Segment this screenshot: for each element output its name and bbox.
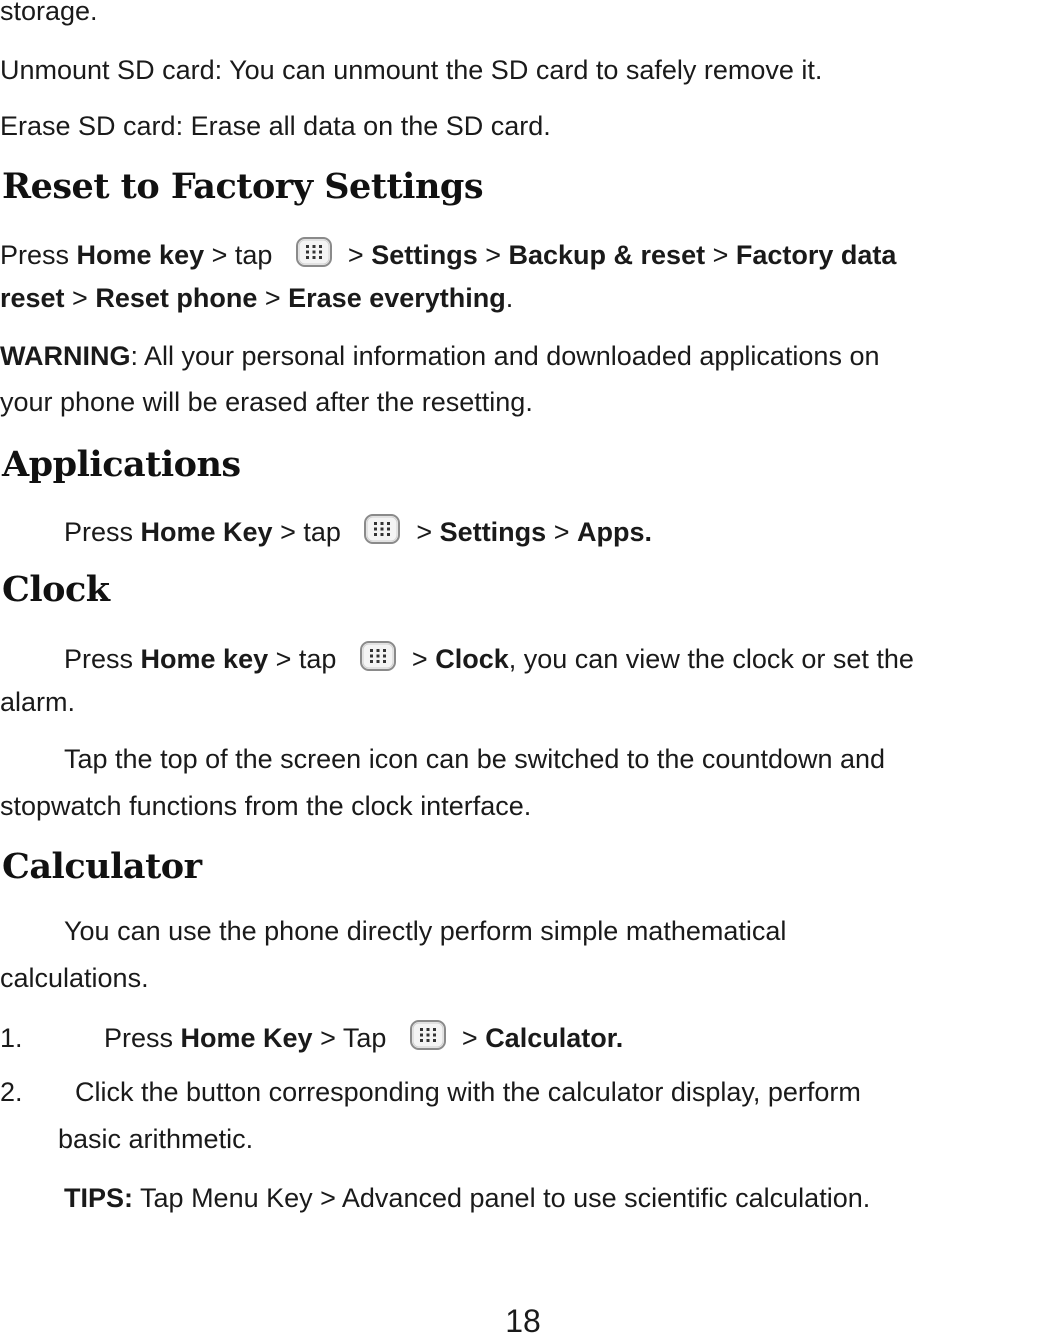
warning-text: WARNING: All your personal information and downloaded applications on bbox=[0, 341, 880, 371]
section-heading-applications: Applications bbox=[2, 444, 241, 485]
section-heading-calculator: Calculator bbox=[2, 846, 202, 887]
app-drawer-icon bbox=[408, 1017, 448, 1053]
tips-text: TIPS: Tap Menu Key > Advanced panel to use scientific calculation. bbox=[64, 1183, 871, 1213]
clock-paragraph-cont: stopwatch functions from the clock interface. bbox=[0, 791, 532, 821]
app-drawer-icon bbox=[358, 638, 398, 674]
text-line: Erase SD card: Erase all data on the SD card. bbox=[0, 111, 551, 141]
page-number: 18 bbox=[505, 1303, 541, 1339]
clock-instruction-cont: alarm. bbox=[0, 687, 76, 717]
text-line: storage. bbox=[0, 0, 98, 26]
app-drawer-icon bbox=[362, 511, 402, 547]
calculator-intro: You can use the phone directly perform simple mathematical bbox=[64, 916, 787, 946]
section-heading-reset: Reset to Factory Settings bbox=[2, 166, 484, 207]
section-heading-clock: Clock bbox=[2, 569, 110, 610]
calculator-intro-cont: calculations. bbox=[0, 963, 149, 993]
app-drawer-icon bbox=[294, 234, 334, 270]
applications-instruction: Press Home Key > tap > Settings > Apps. bbox=[64, 511, 652, 549]
text-line: Unmount SD card: You can unmount the SD card to safely remove it. bbox=[0, 55, 823, 85]
clock-paragraph: Tap the top of the screen icon can be switched to the countdown and bbox=[64, 744, 886, 774]
reset-instruction: Press Home key > tap > Settings > Backup & reset > Factory data bbox=[0, 234, 896, 272]
reset-instruction-cont: reset > Reset phone > Erase everything. bbox=[0, 283, 514, 313]
warning-text-cont: your phone will be erased after the resetting. bbox=[0, 387, 533, 417]
clock-instruction: Press Home key > tap > Clock, you can view the clock or set the bbox=[64, 638, 914, 676]
calculator-step-1: 1. Press Home Key > Tap > Calculator. bbox=[0, 1017, 623, 1055]
calculator-step-2: 2. Click the button corresponding with the calculator display, perform bbox=[0, 1077, 861, 1107]
calculator-step-2-cont: basic arithmetic. bbox=[58, 1124, 254, 1154]
